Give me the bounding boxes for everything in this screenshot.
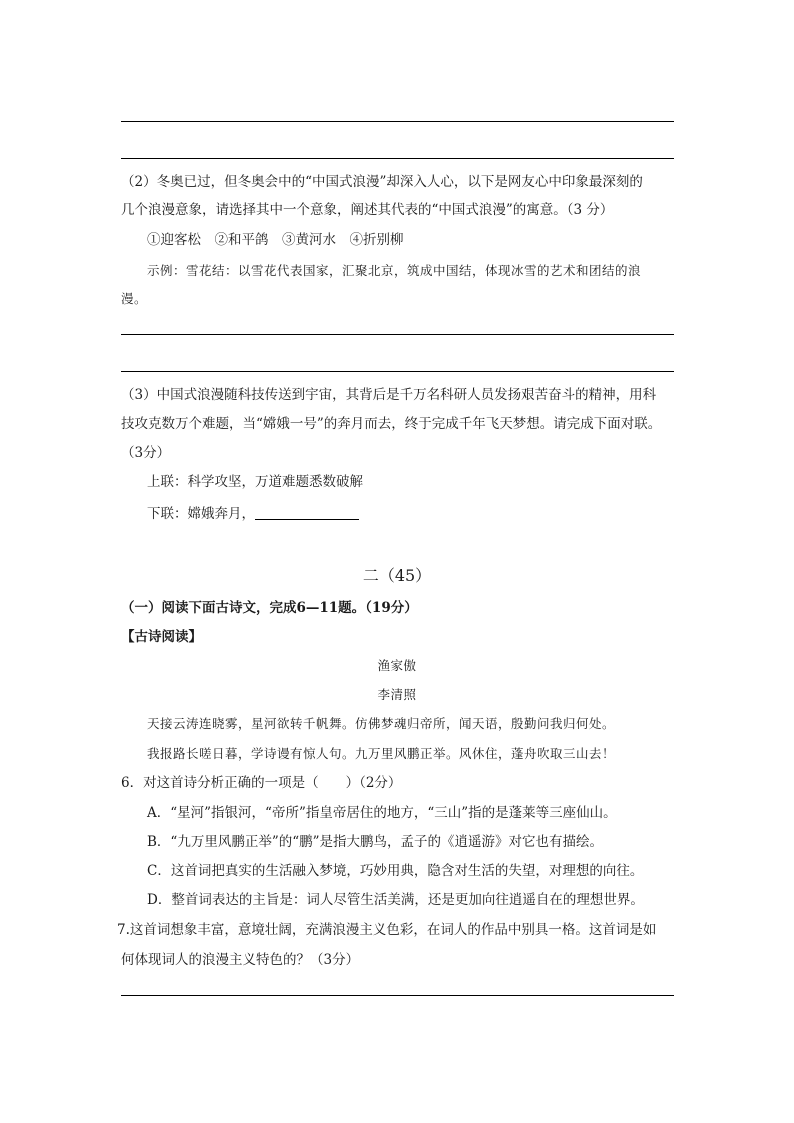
poem-label: 【古诗阅读】 [121,629,202,645]
q6-option-b: B．“九万里风鹏正举”的“鹏”是指大鹏鸟，孟子的《逍遥游》对它也有描绘。 [147,834,604,850]
q6-option-c: C．这首词把真实的生活融入梦境，巧妙用典，隐含对生活的失望，对理想的向往。 [147,863,644,879]
q7-line-1: 7.这首词想象丰富，意境壮阔，充满浪漫主义色彩，在词人的作品中别具一格。这首词是如 [117,922,657,938]
couplet-lower-label: 下联：嫦娥奔月， [147,506,255,522]
q2-example-line-2: 漫。 [121,291,148,306]
q7-line-2: 何体现词人的浪漫主义特色的？（3分） [121,952,360,968]
q3-line-3: （3分） [121,445,171,461]
section-title: 二（45） [362,566,432,585]
poem-line-2: 我报路长嗟日暮，学诗谩有惊人句。九万里风鹏正举。风休住，蓬舟吹取三山去！ [147,746,616,761]
answer-line [121,158,674,159]
answer-line [121,334,674,335]
q6-option-d: D．整首词表达的主旨是：词人尽管生活美满，还是更加向往逍遥自在的理想世界。 [147,892,644,908]
couplet-lower [147,504,359,524]
q3-line-2: 技攻克数万个难题，当“嫦娥一号”的奔月而去，终于完成千年飞天梦想。请完成下面对联。 [121,416,662,432]
q2-line-1: （2）冬奥已过，但冬奥会中的“中国式浪漫”却深入人心，以下是网友心中印象最深刻的 [121,174,643,190]
answer-line [121,371,674,372]
q3-line-1: （3）中国式浪漫随科技传送到宇宙，其背后是千万名科研人员发扬艰苦奋斗的精神，用科 [121,387,657,403]
q2-line-2: 几个浪漫意象，请选择其中一个意象，阐述其代表的“中国式浪漫”的寓意。（3 分） [121,202,614,218]
poem-author: 李清照 [377,687,417,702]
answer-line [121,995,674,996]
q6-stem: 6．对这首诗分析正确的一项是（ ）（2分） [121,775,402,791]
q2-example-line-1: 示例：雪花结：以雪花代表国家，汇聚北京，筑成中国结，体现冰雪的艺术和团结的浪 [147,263,642,278]
poem-line-1: 天接云涛连晓雾，星河欲转千帆舞。仿佛梦魂归帝所，闻天语，殷勤问我归何处。 [147,716,616,731]
q2-options: ①迎客松 ②和平鸽 ③黄河水 ④折别柳 [147,232,404,248]
q6-option-a: A．“星河”指银河，“帝所”指皇帝居住的地方，“三山”指的是蓬莱等三座仙山。 [147,805,617,821]
answer-line [121,121,674,122]
poem-title: 渔家傲 [377,658,417,673]
section-sub-heading: （一）阅读下面古诗文，完成6—11题。（19分） [121,600,418,616]
couplet-upper: 上联：科学攻坚，万道难题悉数破解 [147,474,363,490]
couplet-blank[interactable] [255,505,359,520]
